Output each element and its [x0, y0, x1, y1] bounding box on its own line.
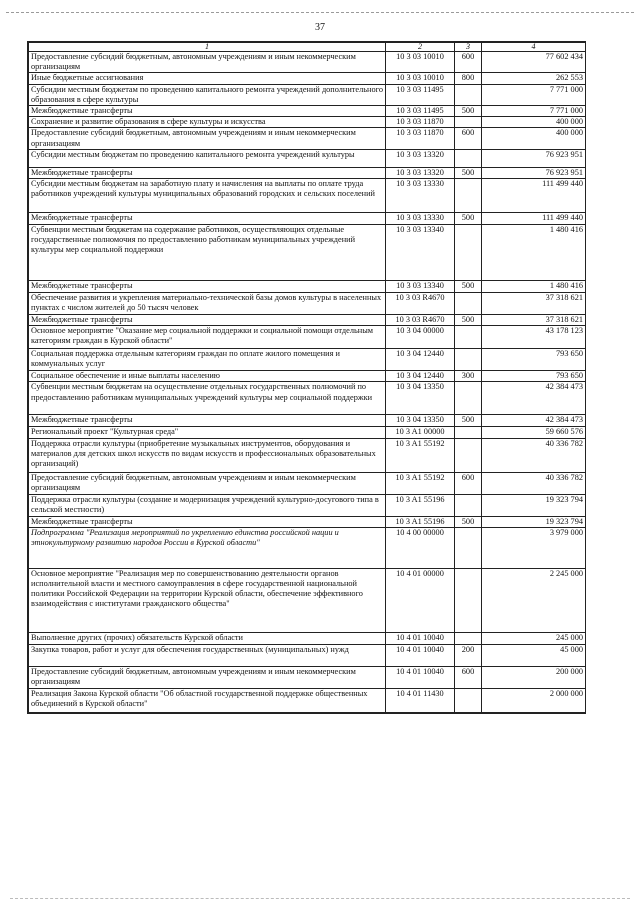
- row-name-cell: Сохранение и развитие образования в сфере культуры и искусства: [29, 117, 386, 128]
- row-sum-cell: 19 323 794: [482, 516, 586, 527]
- row-code-cell: 10 3 04 00000: [386, 326, 455, 349]
- header-col-3: 3: [455, 43, 482, 52]
- table-row: [29, 688, 586, 712]
- row-name-cell: Основное мероприятие "Оказание мер социальной поддержки и социальной помощи отдельным категориям граждан в Курской области": [29, 326, 386, 349]
- row-sum-cell: 59 660 576: [482, 426, 586, 438]
- row-sum-cell: 42 384 473: [482, 382, 586, 415]
- row-type-cell: 500: [455, 167, 482, 178]
- row-code-cell: 10 3 03 R4670: [386, 293, 455, 315]
- table-row: [29, 84, 586, 105]
- row-type-cell: [455, 494, 482, 516]
- row-sum-cell: 77 602 434: [482, 52, 586, 73]
- row-name-cell: Субсидии местным бюджетам на заработную плату и начисления на выплаты по оплате труда работников учреждений культуры муниципальных образований городских и сельских поселений: [29, 179, 386, 213]
- table-row: [29, 382, 586, 415]
- table-row: [29, 494, 586, 516]
- bottom-scan-edge: [10, 898, 630, 899]
- table-row: [29, 106, 586, 117]
- row-type-cell: 600: [455, 128, 482, 149]
- row-type-cell: 300: [455, 371, 482, 382]
- row-type-cell: 500: [455, 315, 482, 326]
- row-sum-cell: 19 323 794: [482, 494, 586, 516]
- row-code-cell: 10 3 04 13350: [386, 382, 455, 415]
- row-code-cell: 10 3 A1 55192: [386, 472, 455, 494]
- row-sum-cell: 111 499 440: [482, 213, 586, 225]
- row-code-cell: 10 3 03 11870: [386, 128, 455, 149]
- row-name-cell: Социальное обеспечение и иные выплаты населению: [29, 371, 386, 382]
- row-code-cell: 10 3 04 12440: [386, 371, 455, 382]
- row-sum-cell: 76 923 951: [482, 167, 586, 178]
- table-row: [29, 128, 586, 149]
- row-type-cell: [455, 225, 482, 281]
- row-type-cell: [455, 179, 482, 213]
- row-code-cell: 10 3 03 13330: [386, 213, 455, 225]
- row-name-cell: Выполнение других (прочих) обязательств Курской области: [29, 632, 386, 644]
- row-name-cell: Субвенции местным бюджетам на содержание работников, осуществляющих отдельные государственные полномочия по предоставлению работникам муниципальных учреждений культуры мер социальной поддержки: [29, 225, 386, 281]
- row-code-cell: 10 3 03 R4670: [386, 315, 455, 326]
- row-code-cell: 10 3 03 11495: [386, 84, 455, 105]
- row-name-cell: Межбюджетные трансферты: [29, 281, 386, 293]
- row-type-cell: [455, 426, 482, 438]
- table-row: [29, 632, 586, 644]
- row-sum-cell: 40 336 782: [482, 472, 586, 494]
- table-row: [29, 225, 586, 281]
- table-row: [29, 213, 586, 225]
- table-row: [29, 516, 586, 527]
- row-code-cell: 10 3 A1 55196: [386, 516, 455, 527]
- table-row: [29, 644, 586, 666]
- header-col-4: 4: [482, 43, 586, 52]
- row-type-cell: [455, 349, 482, 371]
- table-row: [29, 527, 586, 568]
- table-row: [29, 438, 586, 472]
- row-type-cell: [455, 568, 482, 632]
- row-name-cell: Обеспечение развития и укрепления материально-технической базы домов культуры в населенных пунктах с числом жителей до 50 тысяч человек: [29, 293, 386, 315]
- header-col-1: 1: [29, 43, 386, 52]
- row-sum-cell: 42 384 473: [482, 415, 586, 426]
- budget-table-frame: [27, 41, 586, 714]
- page-number: 37: [315, 22, 325, 33]
- table-row: [29, 73, 586, 84]
- row-code-cell: 10 3 A1 55196: [386, 494, 455, 516]
- table-row: [29, 472, 586, 494]
- row-sum-cell: 7 771 000: [482, 84, 586, 105]
- row-sum-cell: 45 000: [482, 644, 586, 666]
- row-code-cell: 10 3 03 10010: [386, 73, 455, 84]
- row-code-cell: 10 3 03 11495: [386, 106, 455, 117]
- table-row: [29, 281, 586, 293]
- table-row: [29, 179, 586, 213]
- row-code-cell: 10 3 03 10010: [386, 52, 455, 73]
- table-row: [29, 52, 586, 73]
- table-row: [29, 568, 586, 632]
- row-code-cell: 10 4 01 11430: [386, 688, 455, 712]
- row-sum-cell: 2 000 000: [482, 688, 586, 712]
- row-sum-cell: 40 336 782: [482, 438, 586, 472]
- row-type-cell: 500: [455, 213, 482, 225]
- row-type-cell: [455, 149, 482, 167]
- row-sum-cell: 37 318 621: [482, 315, 586, 326]
- table-row: [29, 415, 586, 426]
- table-row: [29, 315, 586, 326]
- row-code-cell: 10 4 01 10040: [386, 632, 455, 644]
- row-name-cell: Поддержка отрасли культуры (приобретение музыкальных инструментов, оборудования и материалов для детских школ искусств по видам искусств и профессиональных образовательных организаций): [29, 438, 386, 472]
- row-sum-cell: 262 553: [482, 73, 586, 84]
- row-name-cell: Предоставление субсидий бюджетным, автономным учреждениям и иным некоммерческим организациям: [29, 128, 386, 149]
- row-code-cell: 10 4 00 00000: [386, 527, 455, 568]
- row-type-cell: 600: [455, 666, 482, 688]
- row-type-cell: 600: [455, 52, 482, 73]
- table-row: [29, 666, 586, 688]
- row-sum-cell: 400 000: [482, 117, 586, 128]
- row-name-cell: Межбюджетные трансферты: [29, 106, 386, 117]
- row-code-cell: 10 4 01 10040: [386, 666, 455, 688]
- header-col-2: 2: [386, 43, 455, 52]
- row-code-cell: 10 3 03 13320: [386, 149, 455, 167]
- row-type-cell: [455, 117, 482, 128]
- row-sum-cell: 37 318 621: [482, 293, 586, 315]
- row-code-cell: 10 4 01 10040: [386, 644, 455, 666]
- row-type-cell: [455, 84, 482, 105]
- table-row: [29, 167, 586, 178]
- table-row: [29, 293, 586, 315]
- row-type-cell: 800: [455, 73, 482, 84]
- row-name-cell: Закупка товаров, работ и услуг для обеспечения государственных (муниципальных) нужд: [29, 644, 386, 666]
- row-type-cell: [455, 632, 482, 644]
- table-row: [29, 149, 586, 167]
- row-sum-cell: 3 979 000: [482, 527, 586, 568]
- row-type-cell: 500: [455, 281, 482, 293]
- row-type-cell: [455, 527, 482, 568]
- row-sum-cell: 1 480 416: [482, 225, 586, 281]
- row-name-cell: Предоставление субсидий бюджетным, автономным учреждениям и иным некоммерческим организациям: [29, 52, 386, 73]
- row-name-cell: Субвенции местным бюджетам на осуществление отдельных государственных полномочий по предоставлению работникам муниципальных учреждений культуры мер социальной поддержки: [29, 382, 386, 415]
- row-code-cell: 10 3 04 13350: [386, 415, 455, 426]
- row-sum-cell: 111 499 440: [482, 179, 586, 213]
- row-type-cell: 500: [455, 415, 482, 426]
- top-scan-edge: [6, 12, 634, 13]
- row-code-cell: 10 3 03 13330: [386, 179, 455, 213]
- row-sum-cell: 2 245 000: [482, 568, 586, 632]
- row-sum-cell: 7 771 000: [482, 106, 586, 117]
- row-type-cell: [455, 326, 482, 349]
- row-code-cell: 10 3 A1 00000: [386, 426, 455, 438]
- budget-table: [28, 42, 586, 713]
- row-code-cell: 10 3 03 13340: [386, 225, 455, 281]
- row-name-cell: Подпрограмма "Реализация мероприятий по укреплению единства российской нации и этнокультурному развитию народов России в Курской области": [29, 527, 386, 568]
- row-type-cell: 600: [455, 472, 482, 494]
- row-sum-cell: 76 923 951: [482, 149, 586, 167]
- row-sum-cell: 43 178 123: [482, 326, 586, 349]
- row-type-cell: [455, 438, 482, 472]
- row-type-cell: [455, 382, 482, 415]
- row-name-cell: Межбюджетные трансферты: [29, 315, 386, 326]
- row-type-cell: [455, 688, 482, 712]
- row-type-cell: [455, 293, 482, 315]
- table-header-row: [29, 43, 586, 52]
- row-sum-cell: 245 000: [482, 632, 586, 644]
- row-name-cell: Межбюджетные трансферты: [29, 415, 386, 426]
- table-row: [29, 326, 586, 349]
- row-name-cell: Социальная поддержка отдельным категориям граждан по оплате жилого помещения и коммунальных услуг: [29, 349, 386, 371]
- row-sum-cell: 400 000: [482, 128, 586, 149]
- row-code-cell: 10 3 03 13320: [386, 167, 455, 178]
- row-name-cell: Субсидии местным бюджетам по проведению капитального ремонта учреждений культуры: [29, 149, 386, 167]
- row-name-cell: Основное мероприятие "Реализация мер по совершенствованию деятельности органов исполнительной власти и местного самоуправления в сфере государственной национальной политики Российской Федерации на территории Курской области, обеспечение эффективного взаимодействия с институтами гражданского общества": [29, 568, 386, 632]
- row-name-cell: Региональный проект "Культурная среда": [29, 426, 386, 438]
- row-name-cell: Предоставление субсидий бюджетным, автономным учреждениям и иным некоммерческим организациям: [29, 472, 386, 494]
- row-code-cell: 10 3 03 13340: [386, 281, 455, 293]
- row-name-cell: Межбюджетные трансферты: [29, 516, 386, 527]
- table-row: [29, 349, 586, 371]
- table-row: [29, 117, 586, 128]
- row-sum-cell: 200 000: [482, 666, 586, 688]
- row-type-cell: 500: [455, 106, 482, 117]
- row-name-cell: Межбюджетные трансферты: [29, 167, 386, 178]
- row-code-cell: 10 3 04 12440: [386, 349, 455, 371]
- row-type-cell: 500: [455, 516, 482, 527]
- row-sum-cell: 793 650: [482, 371, 586, 382]
- row-name-cell: Предоставление субсидий бюджетным, автономным учреждениям и иным некоммерческим организациям: [29, 666, 386, 688]
- table-row: [29, 426, 586, 438]
- row-name-cell: Реализация Закона Курской области "Об областной государственной поддержке общественных объединений в Курской области": [29, 688, 386, 712]
- row-code-cell: 10 3 A1 55192: [386, 438, 455, 472]
- row-code-cell: 10 4 01 00000: [386, 568, 455, 632]
- row-sum-cell: 1 480 416: [482, 281, 586, 293]
- row-name-cell: Субсидии местным бюджетам по проведению капитального ремонта учреждений дополнительного образования в сфере культуры: [29, 84, 386, 105]
- row-name-cell: Иные бюджетные ассигнования: [29, 73, 386, 84]
- row-name-cell: Межбюджетные трансферты: [29, 213, 386, 225]
- row-code-cell: 10 3 03 11870: [386, 117, 455, 128]
- table-row: [29, 371, 586, 382]
- row-type-cell: 200: [455, 644, 482, 666]
- row-name-cell: Поддержка отрасли культуры (создание и модернизация учреждений культурно-досугового типа в сельской местности): [29, 494, 386, 516]
- row-sum-cell: 793 650: [482, 349, 586, 371]
